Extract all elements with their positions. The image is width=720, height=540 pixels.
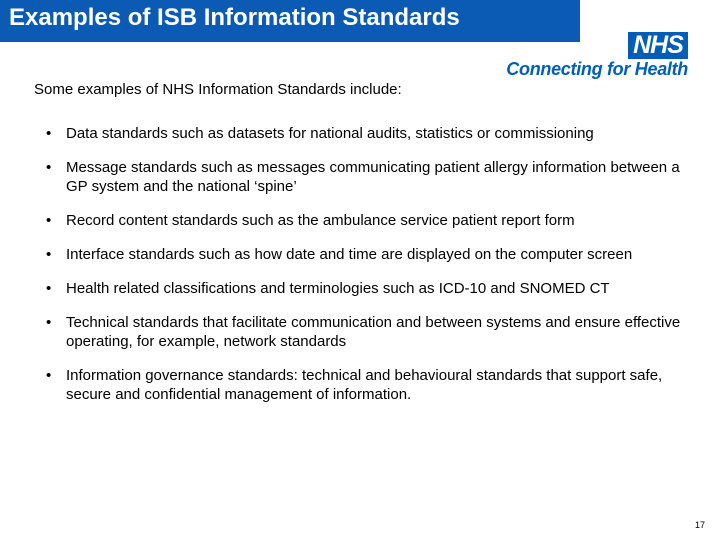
- list-item: [46, 279, 686, 298]
- list-item: [46, 366, 686, 404]
- bullet-icon: •: [46, 314, 52, 331]
- intro-text: Some examples of NHS Information Standards include:: [34, 81, 402, 98]
- list-item-text: Data standards such as datasets for national audits, statistics or commissioning: [66, 125, 594, 142]
- nhs-cfh-logo: [494, 32, 688, 82]
- list-item-text: Health related classifications and terminologies such as ICD-10 and SNOMED CT: [66, 280, 610, 297]
- list-item: [46, 158, 686, 196]
- list-item: [46, 124, 686, 143]
- page-number: 17: [694, 520, 705, 530]
- list-item-text: Interface standards such as how date and time are displayed on the computer screen: [66, 246, 633, 263]
- list-item: [46, 245, 686, 264]
- bullet-icon: •: [46, 159, 52, 176]
- list-item-text: Technical standards that facilitate communication and between systems and ensure effective operating, for example, network standards: [66, 314, 681, 350]
- list-item: [46, 313, 686, 351]
- standards-list: [46, 124, 686, 419]
- list-item-text: Information governance standards: technical and behavioural standards that support safe, secure and confidential management of information.: [66, 367, 663, 403]
- bullet-icon: •: [46, 125, 52, 142]
- list-item-text: Message standards such as messages communicating patient allergy information between a GP system and the national ‘spine’: [66, 159, 680, 195]
- slide-title: Examples of ISB Information Standards: [9, 4, 460, 31]
- list-item-text: Record content standards such as the ambulance service patient report form: [66, 212, 575, 229]
- bullet-icon: •: [46, 246, 52, 263]
- bullet-icon: •: [46, 280, 52, 297]
- title-bar: [0, 0, 580, 42]
- list-item: [46, 211, 686, 230]
- bullet-icon: •: [46, 212, 52, 229]
- logo-tagline: Connecting for Health: [506, 59, 688, 79]
- bullet-icon: •: [46, 367, 52, 384]
- nhs-logo-mark: NHS: [628, 32, 688, 59]
